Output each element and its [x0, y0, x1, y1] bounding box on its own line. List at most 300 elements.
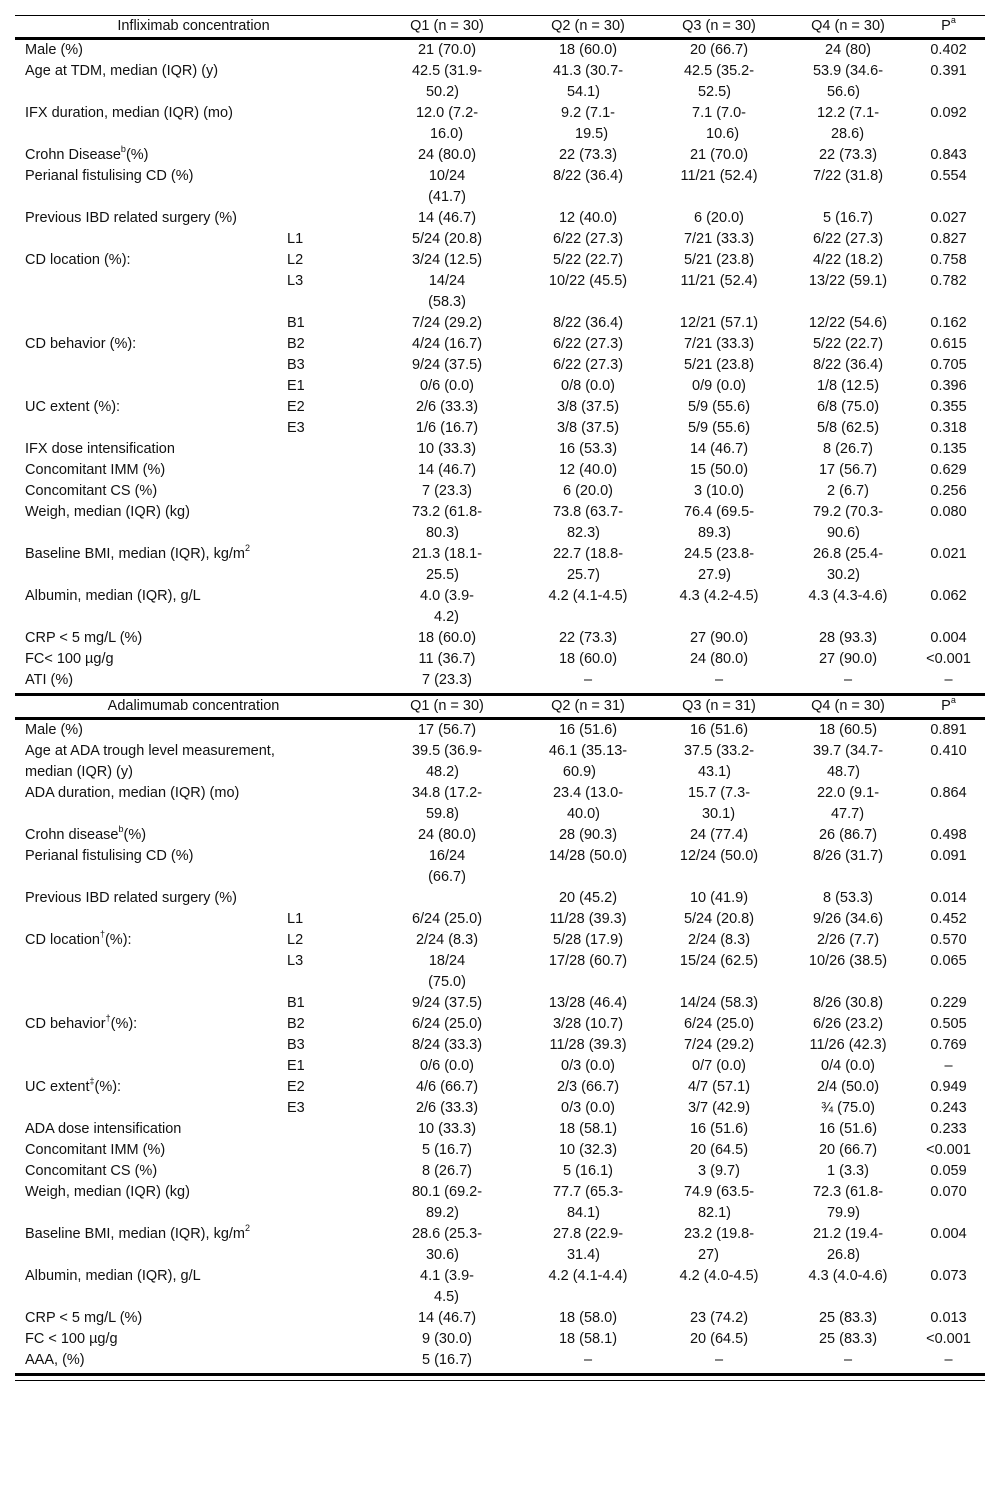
row-label-text: Male (%)	[25, 722, 84, 738]
adalimumab-row-dose	[15, 1119, 985, 1140]
cell-value	[561, 103, 615, 145]
cell-value: 3 (10.0)	[694, 483, 744, 499]
cell-p	[912, 628, 985, 649]
cell-value: 5/22 (22.7)	[552, 252, 624, 268]
adalimumab-row-bmi	[15, 1224, 985, 1266]
infliximab-row-dose	[15, 439, 985, 460]
cell-value: 9/24 (37.5)	[411, 357, 483, 373]
cell-q3	[654, 544, 784, 586]
cell-value: 10 (33.3)	[417, 441, 477, 457]
cell-value: 28 (93.3)	[818, 630, 878, 646]
cell-q3	[654, 1182, 784, 1224]
cell-value-line: 9.2 (7.1-	[561, 105, 616, 121]
cell-value: 10 (32.3)	[558, 1142, 618, 1158]
cell-q3	[654, 1056, 784, 1077]
row-label-text: Age at ADA trough level measurement, median (IQR) (y)	[25, 743, 275, 780]
cell-q3	[654, 481, 784, 502]
cell-q2	[522, 1014, 654, 1035]
row-sublabel	[277, 1056, 372, 1077]
cell-value-line: 31.4)	[566, 1247, 600, 1263]
group-label: CD behavior (%):	[25, 336, 137, 352]
cell-q4	[784, 355, 912, 376]
row-label-text: CRP < 5 mg/L (%)	[25, 1310, 143, 1326]
row-label	[15, 1182, 372, 1224]
p-header-footnote: a	[950, 695, 956, 706]
row-label	[15, 909, 277, 930]
footnote-mark: b	[118, 824, 124, 835]
adalimumab-header-row	[15, 695, 985, 719]
row-label-text: Concomitant CS (%)	[25, 483, 158, 499]
cell-value: 6/22 (27.3)	[812, 231, 884, 247]
cell-q4	[784, 1224, 912, 1266]
infliximab-row-E2	[15, 397, 985, 418]
cell-p	[912, 313, 985, 334]
infliximab-row-crohn	[15, 145, 985, 166]
cell-value: 28 (90.3)	[558, 827, 618, 843]
cell-q4	[784, 460, 912, 481]
row-sublabel	[277, 376, 372, 397]
cell-q1	[372, 250, 522, 271]
cell-p	[912, 1098, 985, 1119]
cell-q1	[372, 544, 522, 586]
cell-q1	[372, 61, 522, 103]
cell-value: 0.505	[930, 1016, 967, 1032]
cell-p	[912, 502, 985, 544]
row-label	[15, 1161, 372, 1182]
cell-value: 16 (51.6)	[558, 722, 618, 738]
cell-value: 0.570	[930, 932, 967, 948]
cell-q2	[522, 1224, 654, 1266]
cell-q3	[654, 1098, 784, 1119]
cell-q4	[784, 1119, 912, 1140]
cell-value: <0.001	[926, 651, 971, 667]
cell-value: 4/22 (18.2)	[812, 252, 884, 268]
cell-value-line: 79.2 (70.3-	[812, 504, 884, 520]
infliximab-row-fc	[15, 649, 985, 670]
cell-q2	[522, 439, 654, 460]
cell-q1	[372, 1077, 522, 1098]
row-label-text: Age at TDM, median (IQR) (y)	[25, 63, 219, 79]
cell-q4	[784, 825, 912, 846]
cell-value: 6/26 (23.2)	[812, 1016, 884, 1032]
cell-value-line: 80.3)	[425, 525, 459, 541]
row-label-text: Previous IBD related surgery (%)	[25, 210, 237, 226]
cell-value: 13/22 (59.1)	[808, 273, 888, 289]
cell-value: 2/24 (8.3)	[687, 932, 751, 948]
cell-q3	[654, 166, 784, 208]
cell-q4	[784, 39, 912, 62]
cell-q4	[784, 1266, 912, 1308]
cell-value: 5/21 (23.8)	[683, 252, 755, 268]
cell-p	[912, 39, 985, 62]
row-label-text: Albumin, median (IQR), g/L	[25, 1268, 201, 1284]
cell-q1	[372, 993, 522, 1014]
cell-value-line: 21.2 (19.4-	[812, 1226, 884, 1242]
cell-q1	[372, 846, 522, 888]
cell-q2	[522, 208, 654, 229]
cell-p	[912, 271, 985, 313]
cell-p	[912, 1182, 985, 1224]
cell-q4	[784, 1098, 912, 1119]
cell-q3	[654, 355, 784, 376]
cell-q2	[522, 334, 654, 355]
cell-q2	[522, 502, 654, 544]
cell-value: 0.782	[930, 273, 967, 289]
cell-value: 18 (58.1)	[558, 1121, 618, 1137]
cell-q3	[654, 1014, 784, 1035]
infliximab-row-B3	[15, 355, 985, 376]
cell-q2	[522, 846, 654, 888]
cell-value-line: 27)	[697, 1247, 719, 1263]
cell-q3	[654, 649, 784, 670]
row-label	[15, 418, 277, 439]
cell-q1	[372, 39, 522, 62]
adalimumab-row-weight	[15, 1182, 985, 1224]
cell-value: 6/22 (27.3)	[552, 357, 624, 373]
cell-q3	[654, 1119, 784, 1140]
column-header-text: Q1 (n = 30)	[410, 18, 484, 34]
adalimumab-row-fc	[15, 1329, 985, 1350]
row-label	[15, 1077, 277, 1098]
cell-p	[912, 1014, 985, 1035]
cell-value	[412, 741, 482, 783]
column-header-p	[912, 16, 985, 39]
cell-value	[813, 544, 883, 586]
cell-p	[912, 1350, 985, 1375]
sublabel-text: E1	[287, 378, 305, 394]
cell-value: 8 (26.7)	[422, 1163, 472, 1179]
cell-q3	[654, 502, 784, 544]
row-label-text: Concomitant IMM (%)	[25, 1142, 166, 1158]
row-label-text: IFX duration, median (IQR) (mo)	[25, 105, 233, 121]
cell-q2	[522, 271, 654, 313]
column-header-text: Q1 (n = 30)	[410, 698, 484, 714]
cell-q3	[654, 1329, 784, 1350]
cell-q4	[784, 376, 912, 397]
cell-value-line: 39.7 (34.7-	[812, 743, 884, 759]
cell-p	[912, 61, 985, 103]
cell-value: 14 (46.7)	[417, 1310, 477, 1326]
row-label-text: IFX dose intensification	[25, 441, 175, 457]
row-label	[15, 313, 277, 334]
cell-q1	[372, 670, 522, 695]
cell-value: 14 (46.7)	[417, 210, 477, 226]
cell-q3	[654, 993, 784, 1014]
cell-q1	[372, 586, 522, 628]
sublabel-text: L2	[287, 932, 304, 948]
cell-value-line: 10.6)	[706, 126, 740, 142]
cell-value: 18 (58.1)	[558, 1331, 618, 1347]
row-sublabel	[277, 930, 372, 951]
cell-q4	[784, 145, 912, 166]
cell-p	[912, 334, 985, 355]
cell-value: 5 (16.1)	[563, 1163, 613, 1179]
cell-p	[912, 1056, 985, 1077]
cell-value: 14/28 (50.0)	[548, 848, 628, 864]
cell-value-line: 26.8)	[826, 1247, 860, 1263]
cell-p	[912, 166, 985, 208]
cell-q2	[522, 1140, 654, 1161]
cell-q1	[372, 397, 522, 418]
cell-p	[912, 951, 985, 993]
cell-value: 6/22 (27.3)	[552, 231, 624, 247]
cell-value: 0.014	[930, 890, 967, 906]
cell-q1	[372, 1014, 522, 1035]
cell-value-line: 4.2)	[434, 609, 460, 625]
cell-value-line: 42.5 (31.9-	[411, 63, 483, 79]
cell-value-line: 89.3)	[697, 525, 731, 541]
cell-value: 0.452	[930, 911, 967, 927]
cell-q3	[654, 586, 784, 628]
footnote-mark: 2	[245, 543, 251, 554]
cell-q1	[372, 145, 522, 166]
row-label-text: Crohn Disease	[25, 147, 121, 163]
column-header-q3	[654, 695, 784, 719]
cell-value: 10/26 (38.5)	[808, 953, 888, 969]
adalimumab-row-male	[15, 719, 985, 742]
infliximab-row-albumin	[15, 586, 985, 628]
cell-value: 22 (73.3)	[558, 147, 618, 163]
cell-p	[912, 846, 985, 888]
cell-value: 20 (66.7)	[689, 42, 749, 58]
cell-q1	[372, 460, 522, 481]
group-label: UC extent	[25, 1079, 90, 1095]
cell-value: 5/22 (22.7)	[812, 336, 884, 352]
cell-value: 16 (51.6)	[689, 1121, 749, 1137]
cell-value-line: 60.9)	[562, 764, 596, 780]
cell-value: 8/22 (36.4)	[552, 168, 624, 184]
adalimumab-row-crohn	[15, 825, 985, 846]
row-label-text: Previous IBD related surgery (%)	[25, 890, 237, 906]
cell-value-line: 40.0)	[566, 806, 600, 822]
cell-p	[912, 103, 985, 145]
column-header-p	[912, 695, 985, 719]
cell-q4	[784, 1140, 912, 1161]
cell-q1	[372, 930, 522, 951]
cell-q2	[522, 1035, 654, 1056]
row-label-text: ATI (%)	[25, 672, 74, 688]
adalimumab-row-B3	[15, 1035, 985, 1056]
cell-p	[912, 439, 985, 460]
infliximab-row-B2	[15, 334, 985, 355]
cell-value-line: 23.4 (13.0-	[552, 785, 624, 801]
cell-q3	[654, 460, 784, 481]
group-label: CD location (%):	[25, 252, 131, 268]
cell-value: 18 (60.0)	[417, 630, 477, 646]
cell-value-line: 48.2)	[425, 764, 459, 780]
infliximab-row-crp	[15, 628, 985, 649]
cell-p	[912, 376, 985, 397]
cell-p	[912, 418, 985, 439]
cell-value: 27 (90.0)	[689, 630, 749, 646]
cell-value: 0.059	[930, 1163, 967, 1179]
cell-q2	[522, 993, 654, 1014]
cell-q3	[654, 439, 784, 460]
row-label-text: FC< 100 µg/g	[25, 651, 114, 667]
row-label	[15, 166, 372, 208]
cell-q4	[784, 439, 912, 460]
cell-q2	[522, 783, 654, 825]
cell-q3	[654, 103, 784, 145]
cell-value: <0.001	[926, 1142, 971, 1158]
row-label-suffix: (%)	[123, 827, 147, 843]
cell-value: 24 (77.4)	[689, 827, 749, 843]
cell-value: 9/24 (37.5)	[411, 995, 483, 1011]
group-label: CD location	[25, 932, 100, 948]
cell-value: 2/6 (33.3)	[415, 399, 479, 415]
cell-value: 5 (16.7)	[422, 1142, 472, 1158]
cell-value-line: 28.6 (25.3-	[411, 1226, 483, 1242]
cell-q4	[784, 1161, 912, 1182]
cell-q1	[372, 334, 522, 355]
column-header-text: Q4 (n = 30)	[811, 698, 885, 714]
cell-p	[912, 909, 985, 930]
column-header-q2	[522, 16, 654, 39]
cell-value: 7/22 (31.8)	[812, 168, 884, 184]
cell-p	[912, 741, 985, 783]
cell-q4	[784, 166, 912, 208]
cell-q1	[372, 1161, 522, 1182]
cell-q1	[372, 376, 522, 397]
cell-value-line: 16.0)	[429, 126, 464, 142]
cell-q2	[522, 544, 654, 586]
cell-p	[912, 544, 985, 586]
column-header-text: Q3 (n = 30)	[682, 18, 756, 34]
cell-value	[553, 1224, 623, 1266]
cell-value: 1/8 (12.5)	[816, 378, 880, 394]
infliximab-row-perianal	[15, 166, 985, 208]
infliximab-row-B1	[15, 313, 985, 334]
cell-value: 0/4 (0.0)	[821, 1058, 876, 1074]
cell-value	[412, 783, 482, 825]
row-sublabel	[277, 313, 372, 334]
row-label	[15, 741, 372, 783]
cell-p	[912, 1077, 985, 1098]
row-label	[15, 1224, 372, 1266]
cell-q1	[372, 1035, 522, 1056]
cell-value-line: 74.9 (63.5-	[683, 1184, 755, 1200]
cell-p	[912, 1140, 985, 1161]
cell-value: 11/21 (52.4)	[680, 168, 758, 184]
cell-p	[912, 250, 985, 271]
sublabel-text: B1	[287, 995, 305, 1011]
cell-value: 0.391	[930, 63, 967, 79]
row-label-text: Baseline BMI, median (IQR), kg/m	[25, 546, 245, 562]
cell-value: 5/24 (20.8)	[411, 231, 483, 247]
cell-q4	[784, 930, 912, 951]
cell-value: 4.2 (4.1-4.5)	[548, 588, 628, 604]
cell-q1	[372, 719, 522, 742]
cell-value-line: 72.3 (61.8-	[812, 1184, 884, 1200]
cell-q2	[522, 103, 654, 145]
cell-value-line: 53.9 (34.6-	[812, 63, 884, 79]
row-label	[15, 1098, 277, 1119]
cell-value: 11 (36.7)	[418, 651, 476, 667]
cell-value: 12 (40.0)	[558, 462, 618, 478]
cell-q3	[654, 397, 784, 418]
cell-value: 14 (46.7)	[689, 441, 749, 457]
cell-value	[684, 1224, 754, 1266]
cell-q2	[522, 376, 654, 397]
cell-q4	[784, 397, 912, 418]
cell-value: 0.073	[930, 1268, 967, 1284]
cell-q4	[784, 628, 912, 649]
cell-value-line: 4.1 (3.9-	[420, 1268, 475, 1284]
cell-value	[813, 741, 883, 783]
cell-value: 1/6 (16.7)	[415, 420, 479, 436]
cell-value: <0.001	[926, 1331, 971, 1347]
cell-value: 27 (90.0)	[818, 651, 878, 667]
row-label-text: Concomitant CS (%)	[25, 1163, 158, 1179]
cell-value: 3 (9.7)	[698, 1163, 740, 1179]
row-label	[15, 208, 372, 229]
cell-value: 4.3 (4.3-4.6)	[808, 588, 888, 604]
cell-value-line: 43.1)	[697, 764, 731, 780]
cell-q2	[522, 1077, 654, 1098]
row-label	[15, 1140, 372, 1161]
sublabel-text: B2	[287, 1016, 305, 1032]
cell-q2	[522, 1161, 654, 1182]
cell-q4	[784, 271, 912, 313]
cell-q4	[784, 670, 912, 695]
cell-value: 0.758	[930, 252, 967, 268]
cell-value-line: 19.5)	[575, 126, 609, 142]
cell-q2	[522, 719, 654, 742]
cell-q1	[372, 1140, 522, 1161]
infliximab-header-row	[15, 16, 985, 39]
cell-value	[688, 783, 750, 825]
p-header-footnote: a	[950, 15, 956, 26]
cell-q4	[784, 993, 912, 1014]
adalimumab-row-L2	[15, 930, 985, 951]
cell-value: 0.402	[930, 42, 967, 58]
row-sublabel	[277, 1098, 372, 1119]
adalimumab-section-title	[15, 695, 372, 719]
cell-q3	[654, 783, 784, 825]
cell-q4	[784, 1182, 912, 1224]
sublabel-text: B2	[287, 336, 305, 352]
group-label: UC extent (%):	[25, 399, 121, 415]
cell-p	[912, 888, 985, 909]
cell-q3	[654, 1308, 784, 1329]
sublabel-text: L1	[287, 231, 304, 247]
cell-value: 16 (51.6)	[818, 1121, 878, 1137]
row-label-text: FC < 100 µg/g	[25, 1331, 118, 1347]
row-label	[15, 586, 372, 628]
cell-value: 14 (46.7)	[417, 462, 477, 478]
row-label-text: AAA, (%)	[25, 1352, 85, 1368]
cell-value-line: 90.6)	[826, 525, 860, 541]
cell-value-line: 59.8)	[425, 806, 459, 822]
infliximab-row-bmi	[15, 544, 985, 586]
cell-value: 13/28 (46.4)	[548, 995, 628, 1011]
group-label-suffix: (%):	[94, 1079, 122, 1095]
row-label	[15, 1308, 372, 1329]
cell-q1	[372, 628, 522, 649]
cell-value-line: 23.2 (19.8-	[683, 1226, 755, 1242]
cell-value	[412, 1182, 482, 1224]
row-label-text: Albumin, median (IQR), g/L	[25, 588, 201, 604]
cell-q3	[654, 39, 784, 62]
cell-value: 0.021	[930, 546, 967, 562]
cell-value: 0/9 (0.0)	[692, 378, 747, 394]
cell-value-line: 80.1 (69.2-	[411, 1184, 483, 1200]
row-label	[15, 888, 372, 909]
cell-value: 8 (26.7)	[823, 441, 873, 457]
cell-q3	[654, 741, 784, 783]
cell-value: 0.843	[930, 147, 967, 163]
row-label-text: Baseline BMI, median (IQR), kg/m	[25, 1226, 245, 1242]
